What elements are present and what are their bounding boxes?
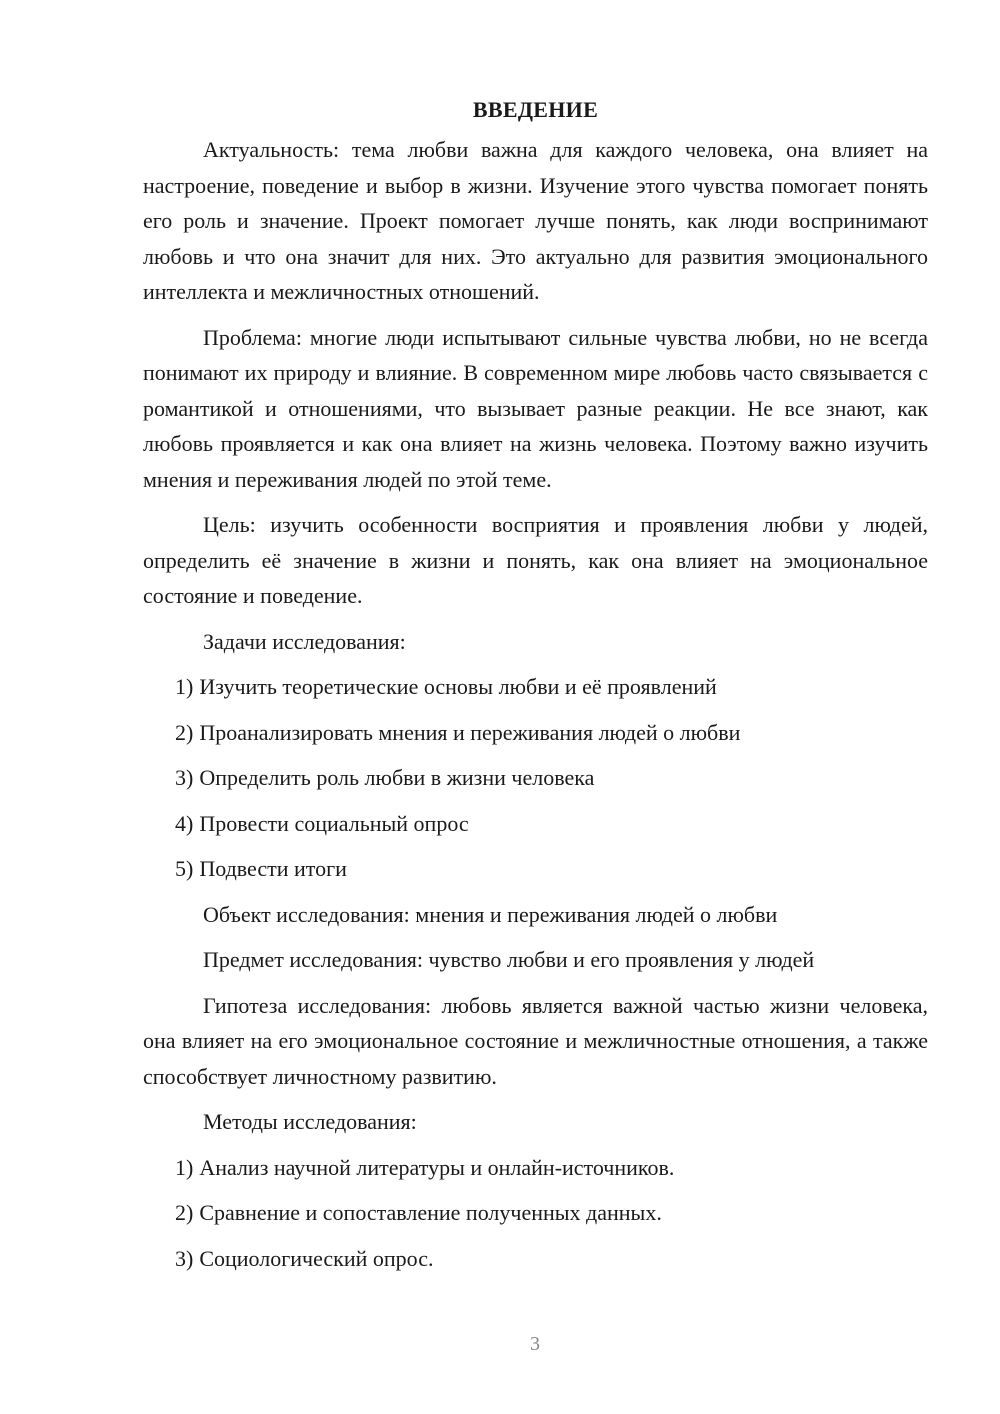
list-item-number: 3): [175, 765, 194, 790]
list-item: [143, 669, 928, 705]
hypothesis-paragraph: Гипотеза исследования: любовь является важной частью жизни человека, она влияет на его эмоциональное состояние и межличностные отношения, а также способствует личностному развитию.: [143, 992, 928, 1089]
list-item-text: Провести социальный опрос: [199, 810, 469, 836]
tasks-label: Задачи исследования:: [203, 628, 406, 654]
list-item-number: 2): [175, 719, 194, 745]
list-item-number: 1): [175, 674, 194, 699]
object-paragraph: Объект исследования: мнения и переживания людей о любви: [203, 901, 778, 927]
list-item-text: Социологический опрос.: [199, 1245, 434, 1271]
list-item-text: Сравнение и сопоставление полученных данных.: [199, 1200, 662, 1225]
list-item: [143, 760, 928, 796]
list-item: [143, 1195, 928, 1231]
page-number: 3: [530, 1333, 540, 1355]
list-item-number: 5): [175, 856, 194, 881]
methods-list: [143, 1150, 928, 1277]
list-item-text: Определить роль любви в жизни человека: [199, 765, 595, 790]
list-item-text: Проанализировать мнения и переживания людей о любви: [199, 719, 741, 745]
problem-paragraph: Проблема: многие люди испытывают сильные чувства любви, но не всегда понимают их природу и влияние. В современном мире любовь часто связывается с романтикой и отношениями, что вызывает разные реакции. Не все знают, как любовь проявляется и как она влияет на жизнь человека. Поэтому важно изучить мнения и переживания людей по этой теме.: [143, 324, 928, 492]
list-item-number: 3): [175, 1245, 194, 1271]
tasks-list: [143, 669, 928, 887]
list-item: [143, 1150, 928, 1186]
relevance-paragraph: Актуальность: тема любви важна для каждого человека, она влияет на настроение, поведение и выбор в жизни. Изучение этого чувства помогает понять его роль и значение. Проект помогает лучше понять, как люди воспринимают любовь и что она значит для них. Это актуально для развития эмоционального интеллекта и межличностных отношений.: [143, 137, 928, 304]
list-item: [143, 715, 928, 751]
methods-label: Методы исследования:: [203, 1109, 417, 1134]
list-item: [143, 1241, 928, 1277]
list-item: [143, 806, 928, 842]
list-item: [143, 851, 928, 887]
subject-paragraph: Предмет исследования: чувство любви и его проявления у людей: [203, 947, 815, 972]
list-item-text: Анализ научной литературы и онлайн-источников.: [199, 1154, 675, 1180]
goal-paragraph: Цель: изучить особенности восприятия и проявления любви у людей, определить её значение в жизни и понять, как она влияет на эмоциональное состояние и поведение.: [143, 512, 928, 608]
list-item-number: 1): [175, 1154, 194, 1180]
list-item-text: Изучить теоретические основы любви и её проявлений: [199, 674, 717, 699]
list-item-number: 2): [175, 1200, 194, 1225]
page-title: ВВЕДЕНИЕ: [472, 97, 599, 122]
list-item-text: Подвести итоги: [199, 856, 347, 881]
document-page: [143, 92, 928, 1286]
list-item-number: 4): [175, 810, 194, 836]
